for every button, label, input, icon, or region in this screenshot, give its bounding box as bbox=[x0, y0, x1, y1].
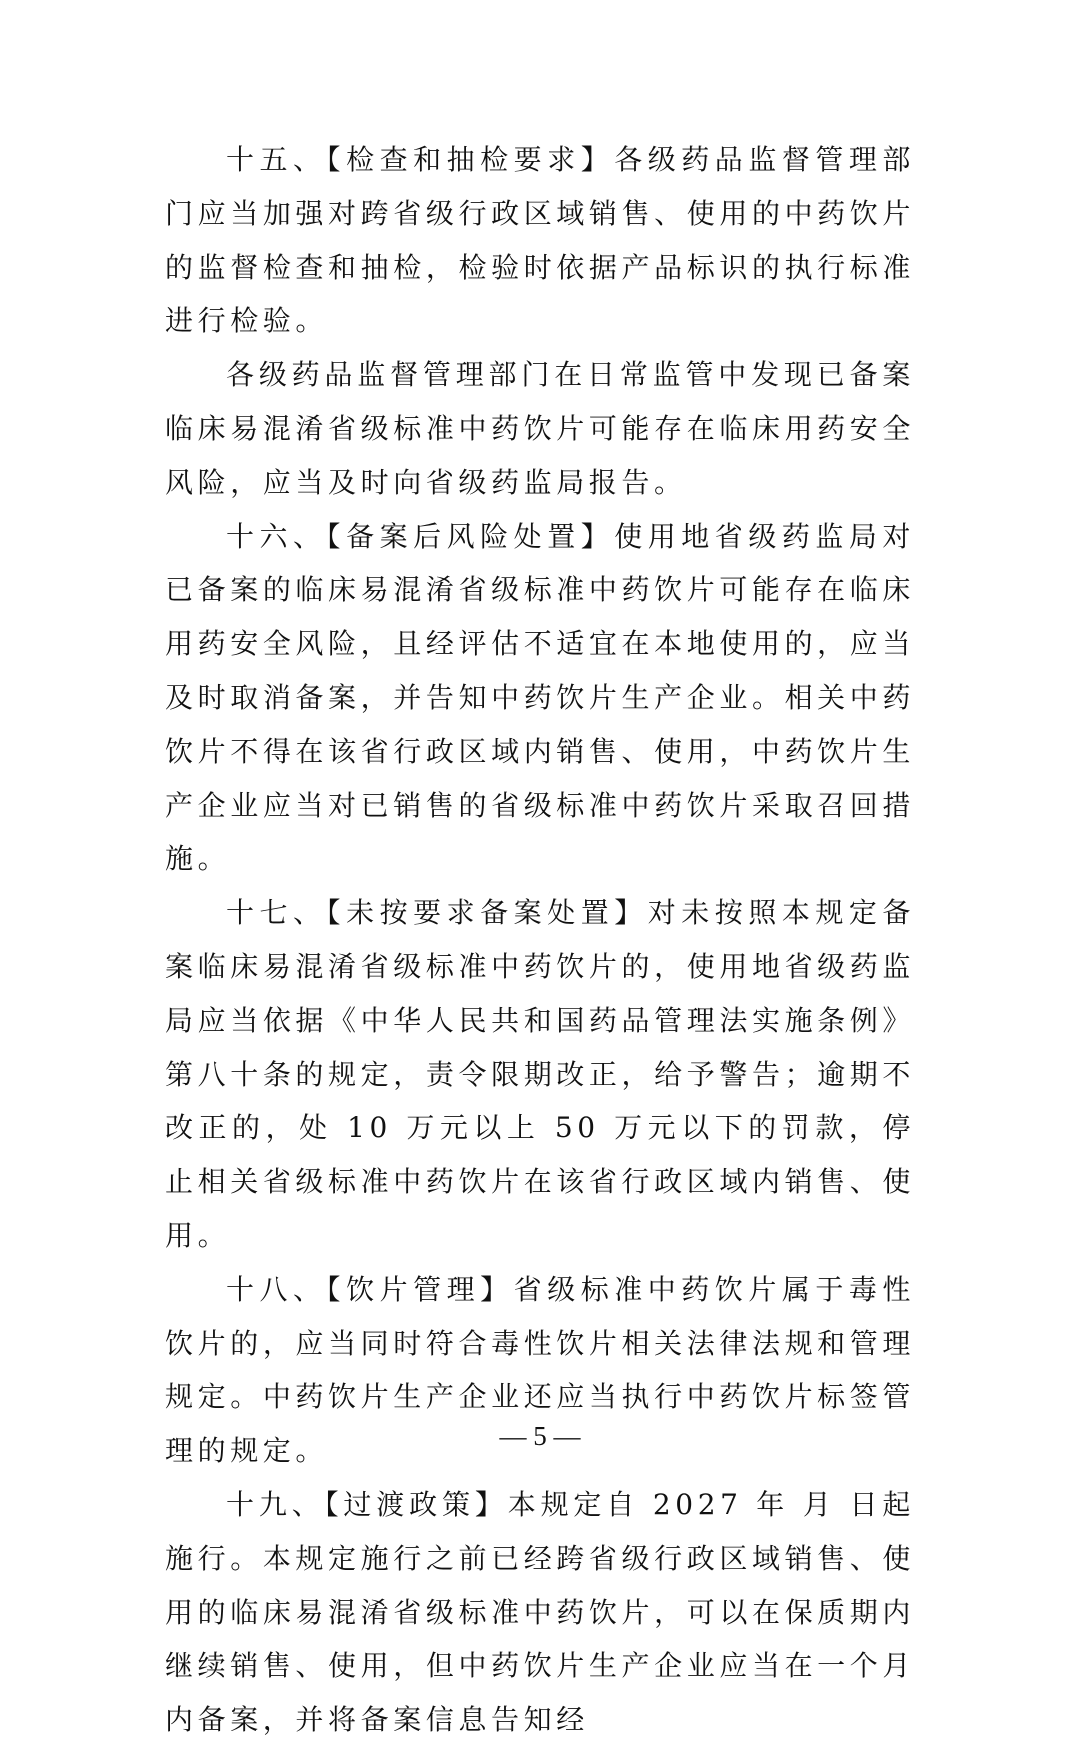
paragraph-article-18: 十八、【饮片管理】省级标准中药饮片属于毒性饮片的，应当同时符合毒性饮片相关法律法规和管理规定。中药饮片生产企业还应当执行中药饮片标签管理的规定。 bbox=[165, 1272, 915, 1468]
page-number: — 5 — bbox=[499, 1421, 581, 1451]
paragraph-article-15-supplement: 各级药品监督管理部门在日常监管中发现已备案临床易混淆省级标准中药饮片可能存在临床用药安全风险，应当及时向省级药监局报告。 bbox=[165, 358, 915, 499]
paragraph-article-19: 十九、【过渡政策】本规定自 2027 年 月 日起施行。本规定施行之前已经跨省级行政区域销售、使用的临床易混淆省级标准中药饮片，可以在保质期内继续销售、使用，但中药饮片生产企业应当在一个月内备案，并将备案信息告知经 bbox=[165, 1487, 915, 1737]
paragraph-article-16: 十六、【备案后风险处置】使用地省级药监局对已备案的临床易混淆省级标准中药饮片可能存在临床用药安全风险，且经评估不适宜在本地使用的，应当及时取消备案，并告知中药饮片生产企业。相关中药饮片不得在该省行政区域内销售、使用，中药饮片生产企业应当对已销售的省级标准中药饮片采取召回措施。 bbox=[165, 519, 915, 876]
document-body bbox=[165, 133, 915, 1747]
paragraph-article-15: 十五、【检查和抽检要求】各级药品监督管理部门应当加强对跨省级行政区域销售、使用的中药饮片的监督检查和抽检，检验时依据产品标识的执行标准进行检验。 bbox=[165, 143, 915, 338]
paragraph-article-17: 十七、【未按要求备案处置】对未按照本规定备案临床易混淆省级标准中药饮片的，使用地省级药监局应当依据《中华人民共和国药品管理法实施条例》第八十条的规定，责令限期改正，给予警告；逾期不改正的，处 10 万元以上 50 万元以下的罚款，停止相关省级标准中药饮片在该省行政区域内销售、使用。 bbox=[165, 896, 915, 1252]
